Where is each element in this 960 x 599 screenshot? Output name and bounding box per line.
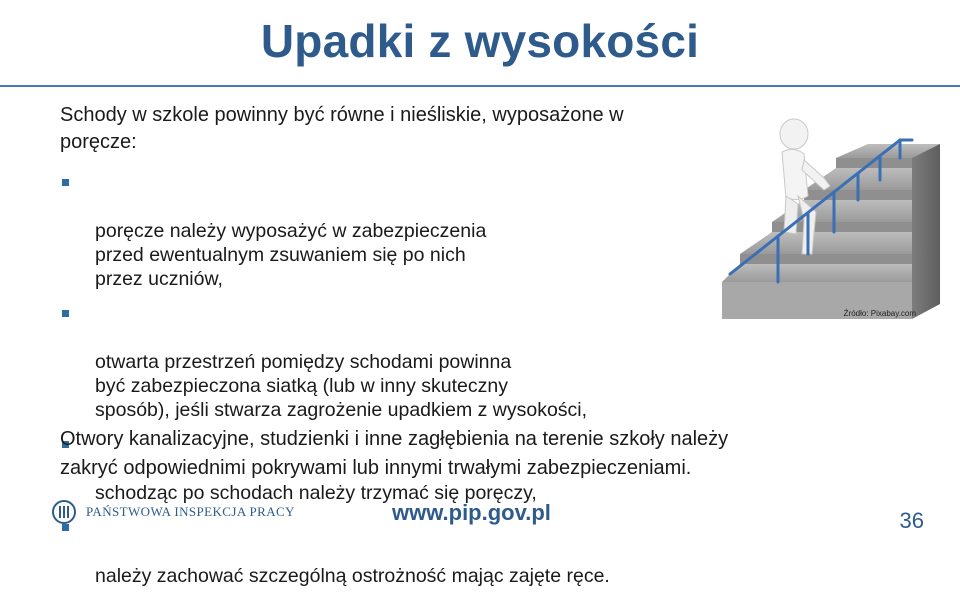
bullet-text: schodząc po schodach należy trzymać się poręczy,	[95, 482, 537, 504]
square-bullet-icon	[62, 524, 69, 531]
bullet-item	[60, 171, 610, 291]
page-number: 36	[899, 508, 924, 533]
square-bullet-icon	[62, 179, 69, 186]
stairs-illustration	[712, 104, 940, 324]
stairs-figure-icon	[712, 104, 940, 324]
square-bullet-icon	[62, 310, 69, 317]
slide-title: Upadki z wysokości	[260, 15, 700, 67]
bullet-text: poręcze należy wyposażyć w zabezpieczenia przed ewentualnym zsuwaniem się po nich przez uczniów,	[95, 220, 487, 290]
organization-name: PAŃSTWOWA INSPEKCJA PRACY	[86, 504, 295, 519]
pip-logo	[52, 500, 295, 524]
bullet-item	[60, 302, 610, 422]
bullet-text: otwarta przestrzeń pomiędzy schodami powinna być zabezpieczona siatką (lub w inny skuteczny sposób), jeśli stwarza zagrożenie upadkiem z wysokości,	[95, 351, 588, 421]
bullet-text: należy zachować szczególną ostrożność mając zajęte ręce.	[95, 565, 610, 587]
bullet-list	[60, 171, 610, 599]
image-credit: Źródło: Pixabay.com	[843, 309, 916, 318]
closing-paragraph: Otwory kanalizacyjne, studzienki i inne zagłębienia na terenie szkoły należy zakryć odpowiednimi pokrywami lub innymi trwałymi zabezpieczeniami.	[60, 428, 729, 479]
website-url: www.pip.gov.pl	[392, 500, 551, 525]
title-divider	[0, 85, 960, 87]
pip-emblem-icon	[52, 500, 76, 524]
bullet-item	[60, 516, 610, 588]
intro-text: Schody w szkole powinny być równe i nieśliskie, wyposażone w poręcze:	[60, 104, 624, 153]
